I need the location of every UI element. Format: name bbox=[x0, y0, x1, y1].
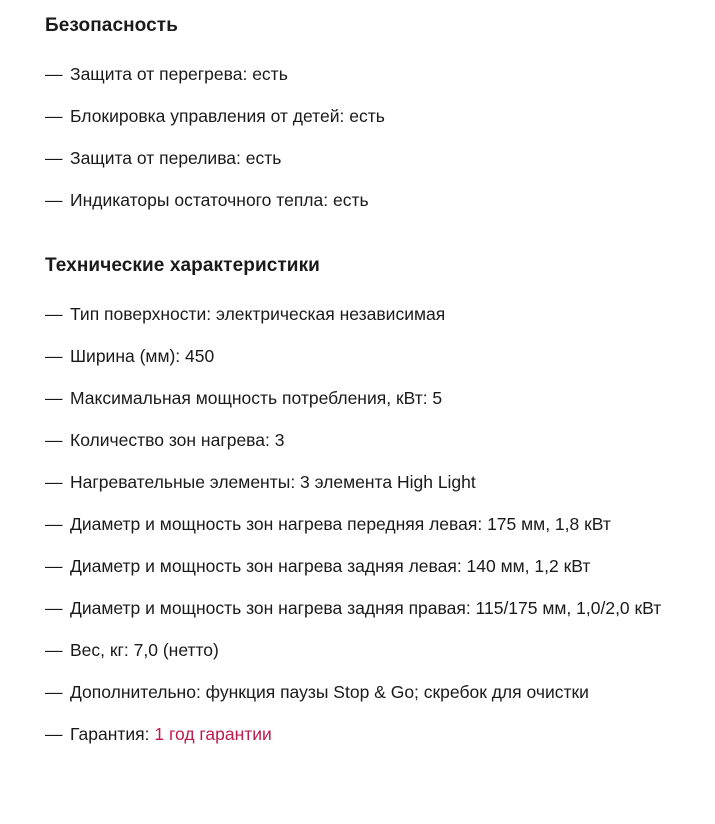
spec-text: Нагревательные элементы: 3 элемента High Light bbox=[70, 472, 476, 492]
safety-spec-list bbox=[45, 60, 689, 214]
spec-item-warranty bbox=[45, 720, 689, 748]
dash-bullet: — bbox=[45, 304, 63, 324]
section-tech-specs bbox=[45, 254, 689, 748]
spec-text: Индикаторы остаточного тепла: есть bbox=[70, 190, 369, 210]
dash-bullet: — bbox=[45, 346, 63, 366]
warranty-link[interactable]: 1 год гарантии bbox=[154, 724, 272, 744]
spec-text: Защита от перегрева: есть bbox=[70, 64, 288, 84]
spec-text: Тип поверхности: электрическая независимая bbox=[70, 304, 446, 324]
dash-bullet: — bbox=[45, 514, 63, 534]
dash-bullet: — bbox=[45, 106, 63, 126]
spec-text: Диаметр и мощность зон нагрева передняя левая: 175 мм, 1,8 кВт bbox=[70, 514, 611, 534]
spec-text: Дополнительно: функция паузы Stop & Go; скребок для очистки bbox=[70, 682, 589, 702]
spec-item-extra bbox=[45, 678, 689, 706]
dash-bullet: — bbox=[45, 682, 63, 702]
section-safety bbox=[45, 14, 689, 214]
spec-item-width bbox=[45, 342, 689, 370]
spec-text: Блокировка управления от детей: есть bbox=[70, 106, 385, 126]
spec-item-overflow-protection bbox=[45, 144, 689, 172]
spec-item-max-power bbox=[45, 384, 689, 412]
spec-item-overheat-protection bbox=[45, 60, 689, 88]
spec-text: Ширина (мм): 450 bbox=[70, 346, 215, 366]
spec-item-zone-front-left bbox=[45, 510, 689, 538]
dash-bullet: — bbox=[45, 388, 63, 408]
dash-bullet: — bbox=[45, 640, 63, 660]
dash-bullet: — bbox=[45, 598, 63, 618]
spec-text: Диаметр и мощность зон нагрева задняя правая: 115/175 мм, 1,0/2,0 кВт bbox=[70, 598, 662, 618]
spec-text: Вес, кг: 7,0 (нетто) bbox=[70, 640, 219, 660]
spec-text: Защита от перелива: есть bbox=[70, 148, 282, 168]
spec-text: Максимальная мощность потребления, кВт: 5 bbox=[70, 388, 443, 408]
dash-bullet: — bbox=[45, 724, 63, 744]
dash-bullet: — bbox=[45, 148, 63, 168]
spec-text: Количество зон нагрева: 3 bbox=[70, 430, 285, 450]
section-tech-title: Технические характеристики bbox=[45, 255, 320, 276]
spec-item-heating-elements bbox=[45, 468, 689, 496]
section-safety-title: Безопасность bbox=[45, 15, 178, 36]
spec-item-child-lock bbox=[45, 102, 689, 130]
dash-bullet: — bbox=[45, 190, 63, 210]
dash-bullet: — bbox=[45, 64, 63, 84]
spec-item-heating-zones-count bbox=[45, 426, 689, 454]
dash-bullet: — bbox=[45, 556, 63, 576]
spec-item-weight bbox=[45, 636, 689, 664]
dash-bullet: — bbox=[45, 430, 63, 450]
warranty-label: Гарантия: bbox=[70, 724, 150, 744]
spec-item-residual-heat-indicators bbox=[45, 186, 689, 214]
spec-item-zone-rear-right bbox=[45, 594, 689, 622]
dash-bullet: — bbox=[45, 472, 63, 492]
spec-text bbox=[70, 720, 272, 748]
spec-text: Диаметр и мощность зон нагрева задняя левая: 140 мм, 1,2 кВт bbox=[70, 556, 591, 576]
tech-spec-list bbox=[45, 300, 689, 748]
spec-item-surface-type bbox=[45, 300, 689, 328]
spec-item-zone-rear-left bbox=[45, 552, 689, 580]
